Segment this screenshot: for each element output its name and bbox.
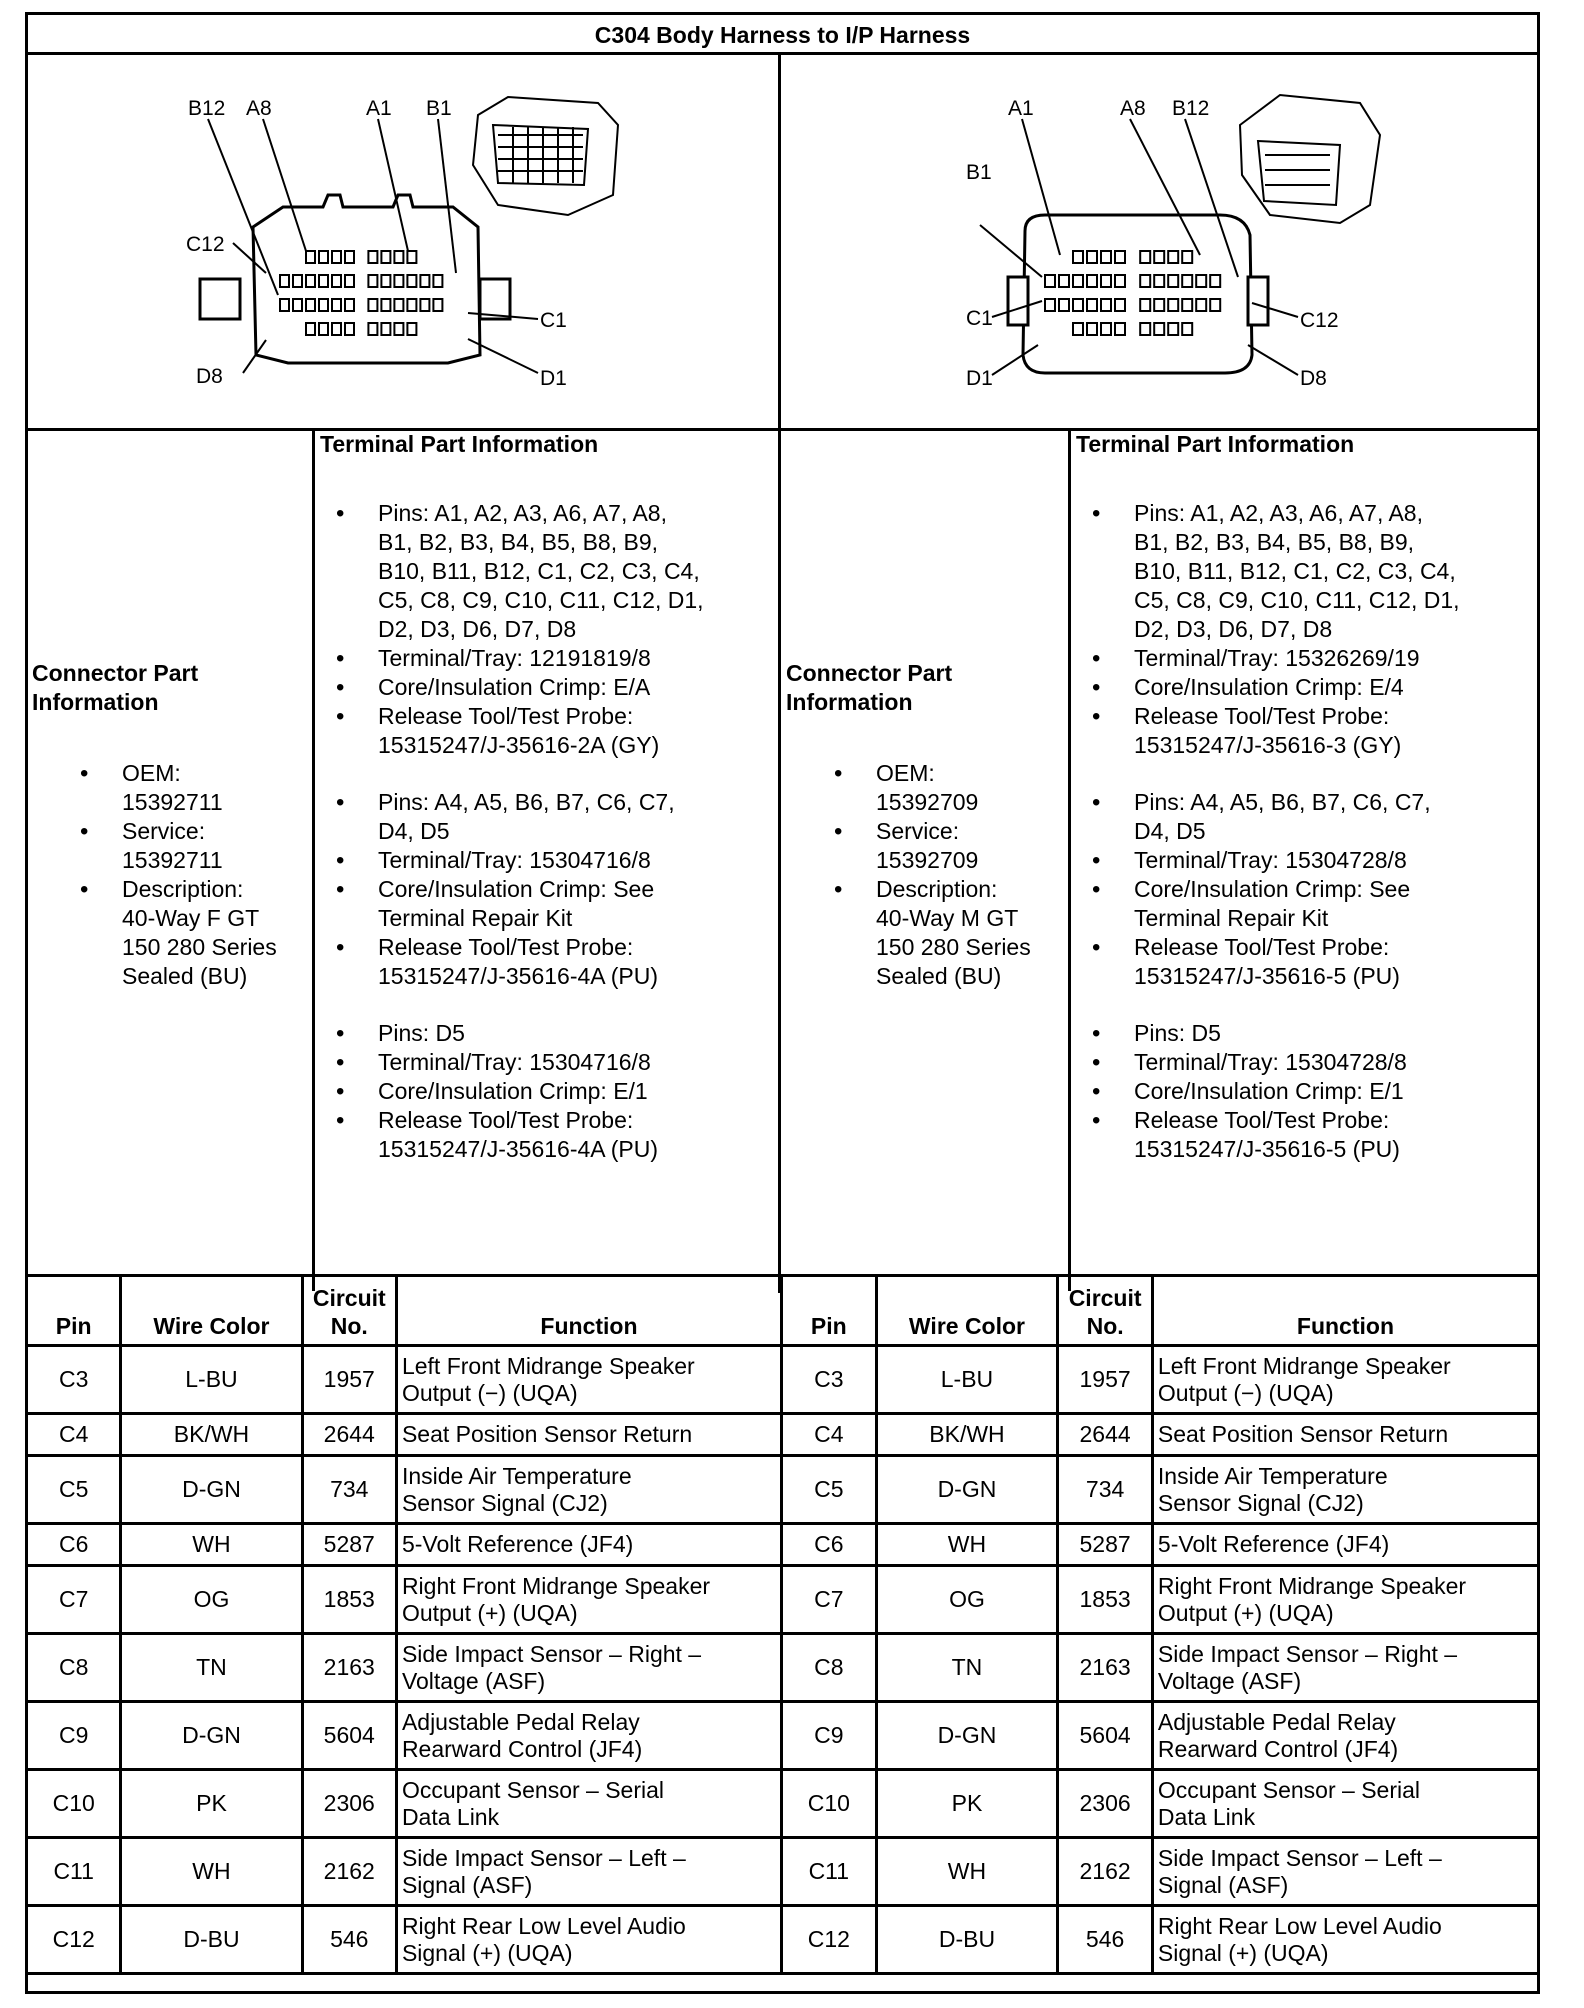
- terminal-cavity: [1140, 323, 1150, 335]
- pin-label-c1: C1: [540, 309, 567, 332]
- pin-label-d8: D8: [196, 365, 223, 388]
- wire-color-cell: L-BU: [121, 1346, 302, 1414]
- bullet-item: • Pins: A1, A2, A3, A6, A7, A8, B1, B2, B3, B4, B5, B8, B9, B10, B11, B12, C1, C2, C3, C4, C5, C8, C9, C10, C11, C12, D1, D2, D3, D6, D7, D8: [1084, 499, 1534, 644]
- terminal-cavity: [1087, 251, 1097, 263]
- bullet-item: • Core/Insulation Crimp: E/1: [328, 1077, 776, 1106]
- pin-cell: C12: [782, 1906, 877, 1974]
- bullet-item: • Release Tool/Test Probe: 15315247/J-35616-5 (PU): [1084, 1106, 1534, 1164]
- terminal-cavity: [1168, 275, 1178, 287]
- bullet-item: • Terminal/Tray: 15304716/8: [328, 846, 776, 875]
- circuit-no-cell: 2306: [1058, 1770, 1153, 1838]
- table-row: [782, 1414, 1539, 1456]
- terminal-cavity: [1059, 299, 1069, 311]
- circuit-no-cell: 1853: [302, 1566, 396, 1634]
- pin-cell: C10: [27, 1770, 121, 1838]
- pin-cell: C8: [782, 1634, 877, 1702]
- table-row: [27, 1906, 782, 1974]
- wire-color-cell: OG: [121, 1566, 302, 1634]
- terminal-cavity: [1210, 275, 1220, 287]
- connector-part-info-label: Connector Part Information: [32, 660, 199, 715]
- bullet-item: • Core/Insulation Crimp: E/1: [1084, 1077, 1534, 1106]
- pin-cell: C4: [782, 1414, 877, 1456]
- terminal-cavity: [1115, 251, 1125, 263]
- terminal-cavity: [1182, 299, 1192, 311]
- table-row: [27, 1838, 782, 1906]
- terminal-cavity: [1154, 299, 1164, 311]
- pin-table-left: [25, 1274, 783, 1975]
- terminal-cavity: [407, 251, 416, 263]
- terminal-cavity: [1196, 299, 1206, 311]
- bullet-item: • Terminal/Tray: 15304728/8: [1084, 846, 1534, 875]
- pin-cell: C4: [27, 1414, 121, 1456]
- table-row: [27, 1346, 782, 1414]
- wire-color-cell: TN: [121, 1634, 302, 1702]
- column-header: Circuit No.: [1058, 1276, 1153, 1346]
- bullet-item: • Release Tool/Test Probe: 15315247/J-35616-2A (GY): [328, 702, 776, 760]
- table-row: [782, 1346, 1539, 1414]
- terminal-cavity: [332, 299, 341, 311]
- terminal-cavity: [1101, 251, 1111, 263]
- terminal-cavity: [1182, 275, 1192, 287]
- terminal-cavity: [1115, 323, 1125, 335]
- function-cell: Side Impact Sensor – Left – Signal (ASF): [396, 1838, 781, 1906]
- pin-label-b12: B12: [188, 97, 226, 120]
- circuit-no-cell: 546: [302, 1906, 396, 1974]
- wire-color-cell: OG: [876, 1566, 1058, 1634]
- terminal-cavity: [293, 275, 302, 287]
- bullet-item: • Pins: A4, A5, B6, B7, C6, C7, D4, D5: [1084, 788, 1534, 846]
- info-divider-right: [1068, 431, 1071, 1291]
- pin-label-b1: B1: [426, 97, 452, 120]
- terminal-cavity: [381, 323, 390, 335]
- wire-color-cell: D-GN: [121, 1456, 302, 1524]
- table-row: [27, 1770, 782, 1838]
- terminal-cavity: [1087, 323, 1097, 335]
- terminal-cavity: [1154, 275, 1164, 287]
- terminal-cavity: [1073, 251, 1083, 263]
- bullet-item: • Core/Insulation Crimp: E/A: [328, 673, 776, 702]
- terminal-group: [328, 1019, 776, 1164]
- terminal-cavity: [345, 323, 354, 335]
- table-header-row: [782, 1276, 1539, 1346]
- left-connector-diagram: [28, 55, 780, 431]
- terminal-cavity: [1168, 299, 1178, 311]
- pin-label-b12: B12: [1172, 97, 1210, 120]
- terminal-cavity: [381, 299, 390, 311]
- page-title: C304 Body Harness to I/P Harness: [28, 15, 1537, 55]
- bullet-item: • Description: 40-Way M GT 150 280 Series Sealed (BU): [826, 875, 1062, 991]
- terminal-part-info-list: [328, 499, 776, 1192]
- function-cell: Right Rear Low Level Audio Signal (+) (UQA): [396, 1906, 781, 1974]
- terminal-part-info-label: Terminal Part Information: [320, 431, 599, 457]
- terminal-group: [328, 499, 776, 760]
- terminal-group: [1084, 788, 1534, 991]
- function-cell: Side Impact Sensor – Right – Voltage (ASF): [396, 1634, 781, 1702]
- circuit-no-cell: 734: [302, 1456, 396, 1524]
- circuit-no-cell: 5287: [1058, 1524, 1153, 1566]
- female-connector-face-drawing: [28, 55, 780, 428]
- table-row: [782, 1566, 1539, 1634]
- terminal-cavity: [407, 299, 416, 311]
- connector-thumbnail-icon: [1240, 95, 1380, 223]
- function-cell: Side Impact Sensor – Right – Voltage (ASF): [1152, 1634, 1538, 1702]
- pin-cell: C6: [27, 1524, 121, 1566]
- column-header: Pin: [782, 1276, 877, 1346]
- column-header: Function: [1152, 1276, 1538, 1346]
- terminal-cavity: [332, 275, 341, 287]
- pin-cell: C5: [782, 1456, 877, 1524]
- terminal-cavity: [394, 299, 403, 311]
- function-cell: Side Impact Sensor – Left – Signal (ASF): [1152, 1838, 1538, 1906]
- terminal-cavity: [306, 275, 315, 287]
- function-cell: Left Front Midrange Speaker Output (−) (UQA): [396, 1346, 781, 1414]
- terminal-cavity: [1101, 275, 1111, 287]
- pin-cell: C11: [782, 1838, 877, 1906]
- bullet-item: • Pins: A1, A2, A3, A6, A7, A8, B1, B2, B3, B4, B5, B8, B9, B10, B11, B12, C1, C2, C3, C4, C5, C8, C9, C10, C11, C12, D1, D2, D3, D6, D7, D8: [328, 499, 776, 644]
- pin-cell: C10: [782, 1770, 877, 1838]
- terminal-cavity: [293, 299, 302, 311]
- pin-cell: C9: [27, 1702, 121, 1770]
- pin-label-a1: A1: [366, 97, 392, 120]
- function-cell: Inside Air Temperature Sensor Signal (CJ2): [1152, 1456, 1538, 1524]
- circuit-no-cell: 5287: [302, 1524, 396, 1566]
- wire-color-cell: PK: [876, 1770, 1058, 1838]
- bullet-item: • Pins: D5: [1084, 1019, 1534, 1048]
- connector-part-info-list: [826, 759, 1062, 991]
- pin-label-c12: C12: [1300, 309, 1339, 332]
- terminal-cavity: [407, 323, 416, 335]
- terminal-cavity: [1045, 275, 1055, 287]
- bullet-item: • Terminal/Tray: 15326269/19: [1084, 644, 1534, 673]
- terminal-cavity: [1168, 323, 1178, 335]
- bullet-item: • Description: 40-Way F GT 150 280 Series Sealed (BU): [72, 875, 308, 991]
- pin-cell: C3: [782, 1346, 877, 1414]
- wire-color-cell: WH: [121, 1838, 302, 1906]
- wire-color-cell: WH: [876, 1524, 1058, 1566]
- function-cell: Adjustable Pedal Relay Rearward Control (JF4): [396, 1702, 781, 1770]
- wire-color-cell: L-BU: [876, 1346, 1058, 1414]
- bullet-item: • Terminal/Tray: 12191819/8: [328, 644, 776, 673]
- terminal-cavity: [345, 275, 354, 287]
- terminal-cavity: [319, 251, 328, 263]
- terminal-cavity: [306, 251, 315, 263]
- wire-color-cell: WH: [121, 1524, 302, 1566]
- terminal-cavity: [1154, 251, 1164, 263]
- terminal-cavity: [1182, 251, 1192, 263]
- terminal-cavity: [1087, 275, 1097, 287]
- wire-color-cell: D-GN: [876, 1456, 1058, 1524]
- pin-table-right: [780, 1274, 1540, 1975]
- circuit-no-cell: 2644: [1058, 1414, 1153, 1456]
- wire-color-cell: TN: [876, 1634, 1058, 1702]
- bullet-item: • Pins: D5: [328, 1019, 776, 1048]
- function-cell: Occupant Sensor – Serial Data Link: [396, 1770, 781, 1838]
- bullet-item: • Release Tool/Test Probe: 15315247/J-35616-4A (PU): [328, 933, 776, 991]
- circuit-no-cell: 5604: [1058, 1702, 1153, 1770]
- pin-cell: C7: [782, 1566, 877, 1634]
- circuit-no-cell: 1957: [302, 1346, 396, 1414]
- terminal-cavity: [345, 251, 354, 263]
- function-cell: Seat Position Sensor Return: [396, 1414, 781, 1456]
- bullet-item: • Service: 15392711: [72, 817, 308, 875]
- terminal-cavity: [1196, 275, 1206, 287]
- bullet-item: • Pins: A4, A5, B6, B7, C6, C7, D4, D5: [328, 788, 776, 846]
- function-cell: 5-Volt Reference (JF4): [1152, 1524, 1538, 1566]
- pin-cell: C3: [27, 1346, 121, 1414]
- terminal-cavity: [1073, 323, 1083, 335]
- pin-label-a8: A8: [1120, 97, 1146, 120]
- bullet-item: • Terminal/Tray: 15304728/8: [1084, 1048, 1534, 1077]
- pin-label-d8: D8: [1300, 367, 1327, 390]
- wire-color-cell: D-BU: [876, 1906, 1058, 1974]
- function-cell: 5-Volt Reference (JF4): [396, 1524, 781, 1566]
- circuit-no-cell: 2163: [1058, 1634, 1153, 1702]
- pin-label-a8: A8: [246, 97, 272, 120]
- terminal-cavity: [368, 251, 377, 263]
- bullet-item: • Release Tool/Test Probe: 15315247/J-35616-4A (PU): [328, 1106, 776, 1164]
- bullet-item: • Core/Insulation Crimp: See Terminal Repair Kit: [328, 875, 776, 933]
- pin-label-c1: C1: [966, 307, 993, 330]
- circuit-no-cell: 1853: [1058, 1566, 1153, 1634]
- terminal-cavity: [433, 299, 442, 311]
- bullet-item: • OEM: 15392709: [826, 759, 1062, 817]
- terminal-part-info-list: [1084, 499, 1534, 1192]
- terminal-cavity: [319, 323, 328, 335]
- connector-part-info-list: [72, 759, 308, 991]
- terminal-cavity: [381, 251, 390, 263]
- terminal-cavity: [381, 275, 390, 287]
- wire-color-cell: WH: [876, 1838, 1058, 1906]
- function-cell: Right Front Midrange Speaker Output (+) (UQA): [1152, 1566, 1538, 1634]
- terminal-cavity: [368, 275, 377, 287]
- circuit-no-cell: 2306: [302, 1770, 396, 1838]
- terminal-cavity: [306, 299, 315, 311]
- bullet-item: • Service: 15392709: [826, 817, 1062, 875]
- terminal-cavity: [1101, 323, 1111, 335]
- terminal-cavity: [368, 323, 377, 335]
- wire-color-cell: D-GN: [121, 1702, 302, 1770]
- table-row: [27, 1634, 782, 1702]
- table-row: [782, 1524, 1539, 1566]
- terminal-cavity: [306, 323, 315, 335]
- circuit-no-cell: 546: [1058, 1906, 1153, 1974]
- terminal-cavity: [280, 275, 289, 287]
- function-cell: Seat Position Sensor Return: [1152, 1414, 1538, 1456]
- circuit-no-cell: 2163: [302, 1634, 396, 1702]
- function-cell: Right Rear Low Level Audio Signal (+) (UQA): [1152, 1906, 1538, 1974]
- bullet-item: • Terminal/Tray: 15304716/8: [328, 1048, 776, 1077]
- terminal-cavity: [1140, 299, 1150, 311]
- terminal-cavity: [1154, 323, 1164, 335]
- terminal-cavity: [1115, 299, 1125, 311]
- connector-thumbnail-icon: [473, 97, 618, 215]
- terminal-cavity: [420, 299, 429, 311]
- terminal-group: [328, 788, 776, 991]
- circuit-no-cell: 1957: [1058, 1346, 1153, 1414]
- function-cell: Right Front Midrange Speaker Output (+) (UQA): [396, 1566, 781, 1634]
- column-header: Circuit No.: [302, 1276, 396, 1346]
- table-row: [782, 1838, 1539, 1906]
- function-cell: Left Front Midrange Speaker Output (−) (UQA): [1152, 1346, 1538, 1414]
- terminal-cavity: [280, 299, 289, 311]
- pin-label-b1: B1: [966, 161, 992, 184]
- function-cell: Adjustable Pedal Relay Rearward Control (JF4): [1152, 1702, 1538, 1770]
- terminal-cavity: [1140, 275, 1150, 287]
- table-row: [27, 1566, 782, 1634]
- column-header: Wire Color: [876, 1276, 1058, 1346]
- pin-label-c12: C12: [186, 233, 225, 256]
- table-row: [782, 1906, 1539, 1974]
- pin-label-d1: D1: [540, 367, 567, 390]
- bullet-item: • Release Tool/Test Probe: 15315247/J-35616-5 (PU): [1084, 933, 1534, 991]
- wire-color-cell: BK/WH: [876, 1414, 1058, 1456]
- terminal-cavity: [1045, 299, 1055, 311]
- table-row: [27, 1456, 782, 1524]
- bullet-item: • Core/Insulation Crimp: See Terminal Repair Kit: [1084, 875, 1534, 933]
- terminal-cavity: [1073, 275, 1083, 287]
- terminal-part-info-label: Terminal Part Information: [1076, 431, 1355, 457]
- terminal-cavity: [433, 275, 442, 287]
- terminal-cavity: [394, 251, 403, 263]
- circuit-no-cell: 2162: [1058, 1838, 1153, 1906]
- circuit-no-cell: 5604: [302, 1702, 396, 1770]
- wire-color-cell: D-BU: [121, 1906, 302, 1974]
- pin-cell: C12: [27, 1906, 121, 1974]
- terminal-cavity: [1059, 275, 1069, 287]
- table-header-row: [27, 1276, 782, 1346]
- pin-cell: C8: [27, 1634, 121, 1702]
- terminal-cavity: [1115, 275, 1125, 287]
- table-row: [782, 1702, 1539, 1770]
- terminal-cavity: [1073, 299, 1083, 311]
- terminal-cavity: [420, 275, 429, 287]
- terminal-group: [1084, 1019, 1534, 1164]
- function-cell: Inside Air Temperature Sensor Signal (CJ2): [396, 1456, 781, 1524]
- terminal-cavity: [332, 323, 341, 335]
- terminal-cavity: [1210, 299, 1220, 311]
- terminal-cavity: [1087, 299, 1097, 311]
- pin-cell: C11: [27, 1838, 121, 1906]
- right-connector-diagram: [780, 55, 1537, 431]
- pin-cell: C7: [27, 1566, 121, 1634]
- wire-color-cell: PK: [121, 1770, 302, 1838]
- bullet-item: • Core/Insulation Crimp: E/4: [1084, 673, 1534, 702]
- terminal-cavity: [394, 323, 403, 335]
- terminal-cavity: [332, 251, 341, 263]
- bullet-item: • OEM: 15392711: [72, 759, 308, 817]
- table-row: [782, 1634, 1539, 1702]
- table-row: [782, 1456, 1539, 1524]
- pin-cell: C5: [27, 1456, 121, 1524]
- circuit-no-cell: 2644: [302, 1414, 396, 1456]
- terminal-cavity: [1101, 299, 1111, 311]
- column-header: Function: [396, 1276, 781, 1346]
- terminal-cavity: [345, 299, 354, 311]
- info-divider-left: [312, 431, 315, 1291]
- connector-part-info-label: Connector Part Information: [786, 660, 953, 715]
- table-row: [27, 1702, 782, 1770]
- pin-cell: C9: [782, 1702, 877, 1770]
- terminal-cavity: [394, 275, 403, 287]
- connector-end-view-document: [25, 12, 1540, 1994]
- table-row: [27, 1524, 782, 1566]
- column-header: Pin: [27, 1276, 121, 1346]
- terminal-cavity: [1140, 251, 1150, 263]
- wire-color-cell: D-GN: [876, 1702, 1058, 1770]
- table-row: [782, 1770, 1539, 1838]
- terminal-group: [1084, 499, 1534, 760]
- pin-label-a1: A1: [1008, 97, 1034, 120]
- table-row: [27, 1414, 782, 1456]
- terminal-cavity: [319, 275, 328, 287]
- bullet-item: • Release Tool/Test Probe: 15315247/J-35616-3 (GY): [1084, 702, 1534, 760]
- terminal-cavity: [368, 299, 377, 311]
- function-cell: Occupant Sensor – Serial Data Link: [1152, 1770, 1538, 1838]
- circuit-no-cell: 734: [1058, 1456, 1153, 1524]
- circuit-no-cell: 2162: [302, 1838, 396, 1906]
- pin-cell: C6: [782, 1524, 877, 1566]
- pin-label-d1: D1: [966, 367, 993, 390]
- wire-color-cell: BK/WH: [121, 1414, 302, 1456]
- terminal-cavity: [1182, 323, 1192, 335]
- center-divider: [778, 55, 781, 1293]
- male-connector-face-drawing: [780, 55, 1537, 428]
- terminal-cavity: [1168, 251, 1178, 263]
- column-header: Wire Color: [121, 1276, 302, 1346]
- terminal-cavity: [407, 275, 416, 287]
- terminal-cavity: [319, 299, 328, 311]
